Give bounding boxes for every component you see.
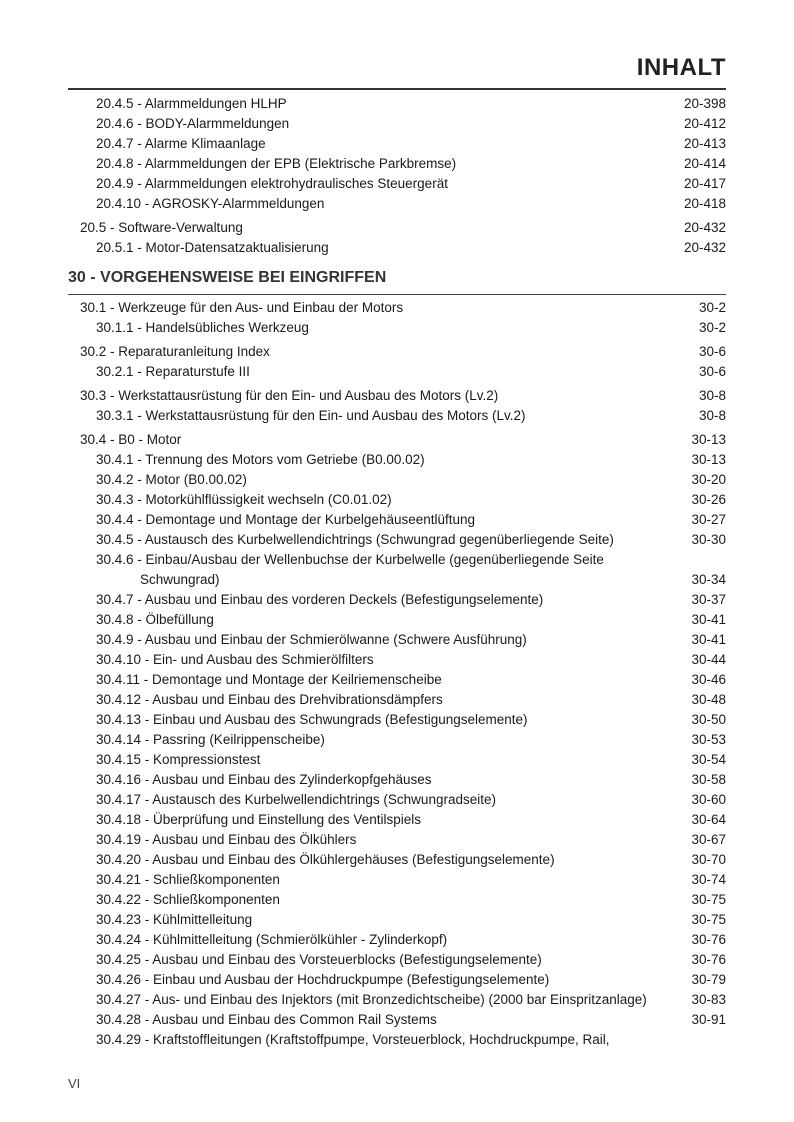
toc-entry-page: 30-2 <box>698 320 726 335</box>
toc-entry-title: 30.4.15 - Kompressionstest <box>96 752 261 767</box>
table-of-contents <box>68 94 726 1070</box>
toc-entry-title: 30.3.1 - Werkstattausrüstung für den Ein- und Ausbau des Motors (Lv.2) <box>96 408 526 423</box>
toc-entry[interactable] <box>68 114 726 134</box>
toc-entry-title: 30.4.12 - Ausbau und Einbau des Drehvibrationsdämpfers <box>96 692 443 707</box>
toc-entry-title: 30.4.4 - Demontage und Montage der Kurbelgehäuseentlüftung <box>96 512 476 527</box>
toc-entry-page: 30-50 <box>691 712 726 727</box>
toc-entry[interactable] <box>68 910 726 930</box>
toc-entry-title: 30.4.2 - Motor (B0.00.02) <box>96 472 247 487</box>
toc-entry-page: 30-27 <box>691 512 726 527</box>
toc-entry[interactable] <box>68 990 726 1010</box>
toc-entry-title: 30.4.21 - Schließkomponenten <box>96 872 280 887</box>
page-header-title: INHALT <box>636 54 726 81</box>
chapter-title: 30 - VORGEHENSWEISE BEI EINGRIFFEN <box>68 269 387 286</box>
toc-entry-page: 30-6 <box>698 344 726 359</box>
toc-entry-page: 30-8 <box>698 408 726 423</box>
toc-entry[interactable] <box>68 450 726 470</box>
toc-entry-title: 20.5 - Software-Verwaltung <box>80 220 243 235</box>
toc-entry-title: 20.4.9 - Alarmmeldungen elektrohydraulisches Steuergerät <box>96 176 448 191</box>
toc-entry[interactable] <box>68 650 726 670</box>
toc-entry-title: 30.2 - Reparaturanleitung Index <box>80 344 270 359</box>
toc-entry-page: 30-58 <box>691 772 726 787</box>
toc-entry-page: 20-398 <box>683 96 726 111</box>
toc-entry-page: 30-75 <box>691 912 726 927</box>
toc-section-entry[interactable] <box>68 342 726 362</box>
toc-entry[interactable] <box>68 590 726 610</box>
toc-entry-title: 30.4.25 - Ausbau und Einbau des Vorsteuerblocks (Befestigungselemente) <box>96 952 542 967</box>
toc-entry[interactable] <box>68 930 726 950</box>
toc-entry[interactable] <box>68 510 726 530</box>
toc-section-entry[interactable] <box>68 218 726 238</box>
toc-entry-page: 30-46 <box>691 672 726 687</box>
toc-entry[interactable] <box>68 950 726 970</box>
toc-entry[interactable] <box>68 730 726 750</box>
toc-entry-title: 30.4.22 - Schließkomponenten <box>96 892 280 907</box>
toc-entry-page: 30-64 <box>691 812 726 827</box>
toc-entry-title: 30.4 - B0 - Motor <box>80 432 182 447</box>
toc-entry[interactable] <box>68 890 726 910</box>
toc-entry-page: 20-432 <box>683 220 726 235</box>
toc-entry[interactable] <box>68 470 726 490</box>
toc-entry[interactable] <box>68 690 726 710</box>
toc-entry-title: 30.4.16 - Ausbau und Einbau des Zylinderkopfgehäuses <box>96 772 432 787</box>
toc-entry[interactable] <box>68 710 726 730</box>
toc-entry[interactable] <box>68 870 726 890</box>
toc-entry[interactable] <box>68 610 726 630</box>
toc-entry-title: 30.4.3 - Motorkühlflüssigkeit wechseln (C0.01.02) <box>96 492 392 507</box>
toc-entry-page: 30-26 <box>691 492 726 507</box>
toc-section-entry[interactable] <box>68 430 726 450</box>
toc-section-entry[interactable] <box>68 298 726 318</box>
toc-entry-page: 30-79 <box>691 972 726 987</box>
toc-entry-title: 20.4.10 - AGROSKY-Alarmmeldungen <box>96 196 325 211</box>
toc-entry-title: 30.4.17 - Austausch des Kurbelwellendichtrings (Schwungradseite) <box>96 792 496 807</box>
toc-entry[interactable] <box>68 750 726 770</box>
toc-entry-title: 20.4.6 - BODY-Alarmmeldungen <box>96 116 290 131</box>
chapter-divider <box>68 294 726 295</box>
toc-entry-page: 30-30 <box>691 532 726 547</box>
toc-entry[interactable] <box>68 174 726 194</box>
toc-entry[interactable] <box>68 670 726 690</box>
toc-entry-title: 20.4.8 - Alarmmeldungen der EPB (Elektrische Parkbremse) <box>96 156 457 171</box>
toc-entry[interactable] <box>68 154 726 174</box>
toc-entry[interactable] <box>68 970 726 990</box>
toc-entry-title: 30.4.18 - Überprüfung und Einstellung des Ventilspiels <box>96 812 421 827</box>
toc-entry-page: 20-418 <box>683 196 726 211</box>
toc-entry-title: 30.4.27 - Aus- und Einbau des Injektors (mit Bronzedichtscheibe) (2000 bar Einspritzanlage) <box>96 992 647 1007</box>
toc-entry[interactable] <box>68 630 726 650</box>
toc-entry-title: 30.4.10 - Ein- und Ausbau des Schmierölfilters <box>96 652 374 667</box>
toc-entry-page: 30-34 <box>691 572 726 587</box>
toc-entry-title: 20.4.5 - Alarmmeldungen HLHP <box>96 96 287 111</box>
header-divider <box>68 88 726 90</box>
toc-entry-page: 30-48 <box>691 692 726 707</box>
toc-entry-title: 30.4.5 - Austausch des Kurbelwellendichtrings (Schwungrad gegenüberliegende Seite) <box>96 532 614 547</box>
toc-entry[interactable] <box>68 318 726 338</box>
toc-entry-page: 30-54 <box>691 752 726 767</box>
toc-entry-page: 30-70 <box>691 852 726 867</box>
toc-entry-title: 30.1.1 - Handelsübliches Werkzeug <box>96 320 309 335</box>
toc-entry[interactable] <box>68 94 726 114</box>
toc-entry-page: 20-412 <box>683 116 726 131</box>
toc-entry-page: 30-60 <box>691 792 726 807</box>
toc-entry-page: 20-414 <box>683 156 726 171</box>
toc-chapter-heading[interactable] <box>68 262 726 294</box>
toc-entry-page: 30-76 <box>691 932 726 947</box>
toc-entry[interactable] <box>68 810 726 830</box>
toc-entry-title: 30.4.19 - Ausbau und Einbau des Ölkühlers <box>96 832 357 847</box>
toc-entry-page: 30-83 <box>691 992 726 1007</box>
toc-entry-title: 30.4.7 - Ausbau und Einbau des vorderen Deckels (Befestigungselemente) <box>96 592 544 607</box>
toc-entry-page: 20-417 <box>683 176 726 191</box>
toc-entry[interactable] <box>68 830 726 850</box>
toc-entry-page: 30-76 <box>691 952 726 967</box>
toc-entry-title: 30.4.8 - Ölbefüllung <box>96 612 214 627</box>
toc-entry-page: 30-6 <box>698 364 726 379</box>
toc-entry-page: 30-8 <box>698 388 726 403</box>
toc-entry-page: 30-37 <box>691 592 726 607</box>
toc-entry-page: 30-53 <box>691 732 726 747</box>
toc-entry-page: 30-44 <box>691 652 726 667</box>
toc-entry-title: 30.4.6 - Einbau/Ausbau der Wellenbuchse der Kurbelwelle (gegenüberliegende Seite <box>96 552 604 567</box>
toc-section-entry[interactable] <box>68 386 726 406</box>
toc-entry-page: 30-13 <box>691 452 726 467</box>
toc-entry-title: 30.4.23 - Kühlmittelleitung <box>96 912 253 927</box>
toc-entry-title: 30.1 - Werkzeuge für den Aus- und Einbau der Motors <box>80 300 404 315</box>
toc-entry-title: 30.4.1 - Trennung des Motors vom Getriebe (B0.00.02) <box>96 452 425 467</box>
toc-entry-title: 30.4.29 - Kraftstoffleitungen (Kraftstoffpumpe, Vorsteuerblock, Hochdruckpumpe, Rail, <box>96 1032 610 1047</box>
toc-entry-title: 30.4.26 - Einbau und Ausbau der Hochdruckpumpe (Befestigungselemente) <box>96 972 550 987</box>
toc-entry[interactable] <box>68 238 726 258</box>
toc-entry-title: 30.4.24 - Kühlmittelleitung (Schmierölkühler - Zylinderkopf) <box>96 932 448 947</box>
toc-entry[interactable] <box>68 490 726 510</box>
toc-entry-title: 20.5.1 - Motor-Datensatzaktualisierung <box>96 240 329 255</box>
toc-entry-page: 30-74 <box>691 872 726 887</box>
toc-entry-page: 30-67 <box>691 832 726 847</box>
toc-entry[interactable] <box>68 850 726 870</box>
toc-entry-title: 30.3 - Werkstattausrüstung für den Ein- und Ausbau des Motors (Lv.2) <box>80 388 499 403</box>
toc-entry-title: 30.4.11 - Demontage und Montage der Keilriemenscheibe <box>96 672 442 687</box>
toc-entry[interactable] <box>68 194 726 214</box>
toc-entry[interactable] <box>68 134 726 154</box>
toc-entry-title: 30.4.14 - Passring (Keilrippenscheibe) <box>96 732 325 747</box>
toc-entry-page: 20-432 <box>683 240 726 255</box>
toc-entry-page: 30-91 <box>691 1012 726 1027</box>
toc-entry[interactable] <box>68 1050 726 1070</box>
toc-entry-title: 30.4.9 - Ausbau und Einbau der Schmierölwanne (Schwere Ausführung) <box>96 632 527 647</box>
toc-entry[interactable] <box>68 1010 726 1030</box>
page-number: VI <box>68 1076 81 1091</box>
toc-entry-title: 30.4.13 - Einbau und Ausbau des Schwungrads (Befestigungselemente) <box>96 712 528 727</box>
toc-entry[interactable] <box>68 550 726 570</box>
toc-entry-continuation[interactable] <box>68 570 726 590</box>
toc-entry-page: 30-2 <box>698 300 726 315</box>
toc-entry-title: 30.4.28 - Ausbau und Einbau des Common Rail Systems <box>96 1012 437 1027</box>
toc-entry-page: 30-41 <box>691 632 726 647</box>
toc-entry-title: 30.2.1 - Reparaturstufe III <box>96 364 250 379</box>
toc-entry[interactable] <box>68 790 726 810</box>
toc-entry-page: 30-41 <box>691 612 726 627</box>
toc-entry-title: 30.4.20 - Ausbau und Einbau des Ölkühlergehäuses (Befestigungselemente) <box>96 852 555 867</box>
toc-entry-title: Schwungrad) <box>140 572 220 587</box>
toc-entry[interactable] <box>68 406 726 426</box>
toc-entry[interactable] <box>68 530 726 550</box>
toc-entry-title: 20.4.7 - Alarme Klimaanlage <box>96 136 266 151</box>
toc-entry-page: 30-75 <box>691 892 726 907</box>
toc-entry[interactable] <box>68 1030 726 1050</box>
toc-entry[interactable] <box>68 770 726 790</box>
toc-entry[interactable] <box>68 362 726 382</box>
toc-entry-page: 30-13 <box>691 432 726 447</box>
toc-entry-page: 30-20 <box>691 472 726 487</box>
toc-entry-page: 20-413 <box>683 136 726 151</box>
